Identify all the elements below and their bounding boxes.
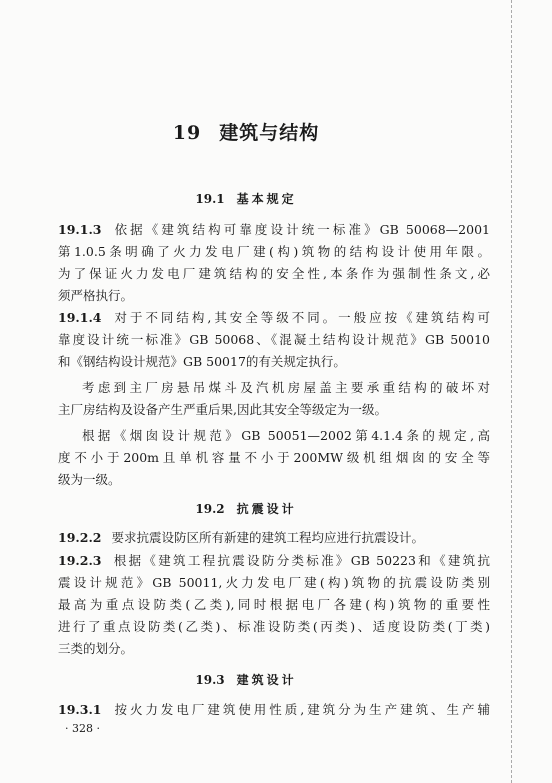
line-text: 级为一级。 — [58, 472, 121, 487]
paragraph-line — [58, 472, 490, 487]
paragraph-line — [58, 222, 490, 237]
section-title-text: 抗震设计 — [236, 502, 297, 516]
clause-number: 19.2.3 — [58, 553, 102, 568]
line-text: 须严格执行。 — [58, 288, 134, 303]
paragraph-line — [58, 288, 490, 303]
paragraph-line — [58, 266, 490, 281]
line-text: 要求抗震设防区所有新建的建筑工程均应进行抗震设计。 — [111, 530, 425, 545]
paragraph-line — [58, 702, 490, 717]
line-text: 度不小于200m且单机容量不小于200MW级机组烟囱的安全等 — [58, 450, 490, 465]
clause-number: 19.2.2 — [58, 530, 102, 545]
chapter-title — [0, 118, 492, 145]
section-number: 19.1 — [195, 192, 225, 206]
paragraph-line — [58, 310, 490, 325]
paragraph-line — [58, 597, 490, 612]
paragraph-line — [58, 530, 490, 545]
section-title-19-1 — [0, 190, 492, 207]
line-text: 靠度设计统一标准》GB 50068、《混凝土结构设计规范》GB 50010 — [58, 332, 490, 347]
line-text: 根据《烟囱设计规范》GB 50051—2002第4.1.4条的规定,高 — [82, 428, 490, 443]
paragraph-line — [58, 619, 490, 634]
line-text: 震设计规范》GB 50011,火力发电厂建(构)筑物的抗震设防类别 — [58, 575, 490, 590]
line-text: 主厂房结构及设备产生严重后果,因此其安全等级定为一级。 — [58, 402, 387, 417]
section-number: 19.2 — [195, 502, 225, 516]
section-title-19-2 — [0, 500, 492, 517]
paragraph-line — [58, 402, 490, 417]
clause-number: 19.1.4 — [58, 310, 102, 325]
paragraph-line — [82, 380, 490, 395]
line-text: 依据《建筑结构可靠度设计统一标准》GB 50068—2001 — [111, 222, 490, 237]
line-text: 对于不同结构,其安全等级不同。一般应按《建筑结构可 — [111, 310, 490, 325]
section-title-text: 基本规定 — [236, 192, 297, 206]
section-number: 19.3 — [195, 673, 225, 687]
chapter-title-text: 建筑与结构 — [219, 122, 320, 144]
paragraph-line — [58, 244, 490, 259]
paragraph-line — [58, 641, 490, 656]
chapter-number: 19 — [172, 122, 202, 144]
line-text: 根据《建筑工程抗震设防分类标准》GB 50223和《建筑抗 — [111, 553, 490, 568]
line-text: 进行了重点设防类(乙类)、标准设防类(丙类)、适度设防类(丁类) — [58, 619, 490, 634]
line-text: 按火力发电厂建筑使用性质,建筑分为生产建筑、生产辅 — [111, 702, 490, 717]
line-text: 三类的划分。 — [58, 641, 134, 656]
page-edge-line — [511, 0, 512, 783]
clause-number: 19.1.3 — [58, 222, 102, 237]
page-number: · 328 · — [65, 722, 100, 735]
section-title-19-3 — [0, 671, 492, 688]
paragraph-line — [82, 428, 490, 443]
line-text: 第1.0.5条明确了火力发电厂建(构)筑物的结构设计使用年限。 — [58, 244, 490, 259]
clause-number: 19.3.1 — [58, 702, 102, 717]
paragraph-line — [58, 575, 490, 590]
paragraph-line — [58, 450, 490, 465]
line-text: 最高为重点设防类(乙类),同时根据电厂各建(构)筑物的重要性 — [58, 597, 490, 612]
line-text: 为了保证火力发电厂建筑结构的安全性,本条作为强制性条文,必 — [58, 266, 490, 281]
line-text: 考虑到主厂房悬吊煤斗及汽机房屋盖主要承重结构的破坏对 — [82, 380, 490, 395]
paragraph-line — [58, 354, 490, 369]
section-title-text: 建筑设计 — [236, 673, 297, 687]
paragraph-line — [58, 332, 490, 347]
paragraph-line — [58, 553, 490, 568]
line-text: 和《钢结构设计规范》GB 50017的有关规定执行。 — [58, 354, 346, 369]
